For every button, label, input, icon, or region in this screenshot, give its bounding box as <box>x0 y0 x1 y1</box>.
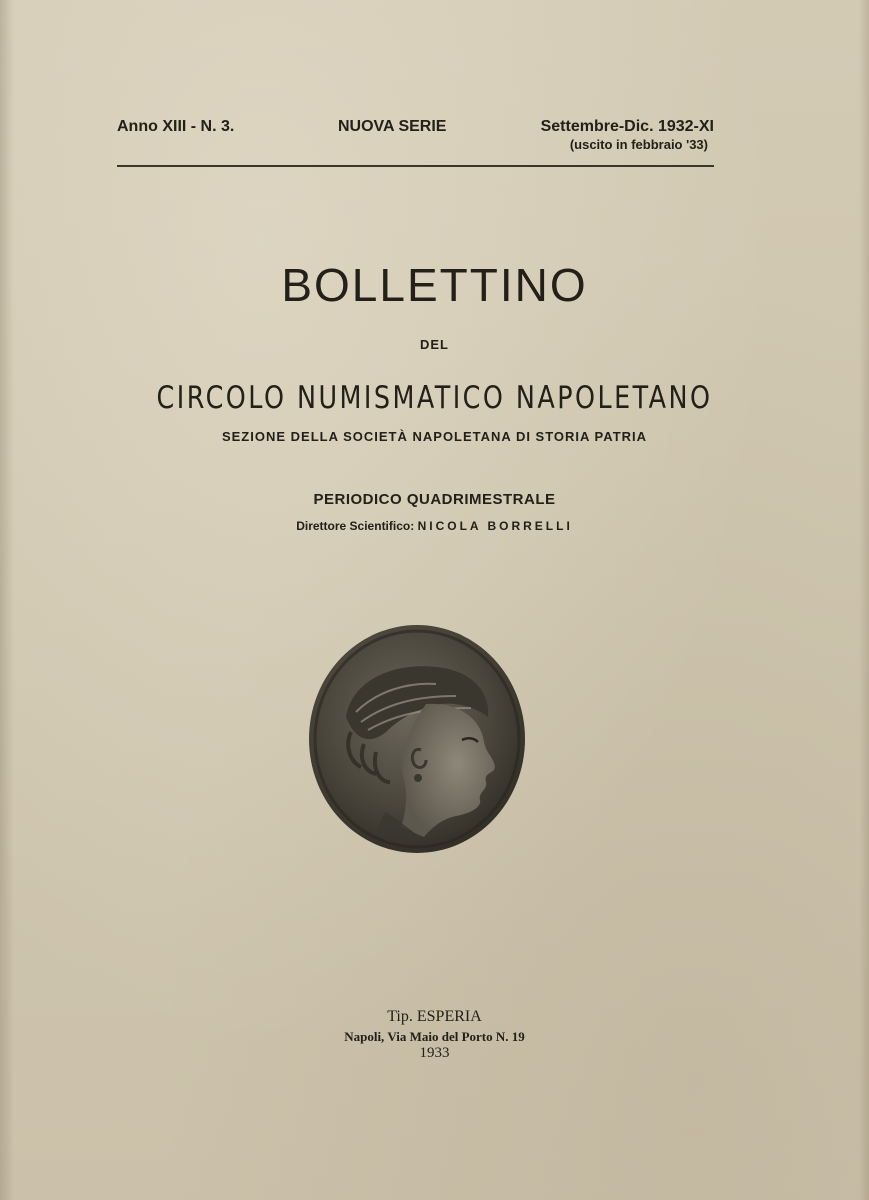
header-rule <box>117 165 714 167</box>
issue-date: Settembre-Dic. 1932-XI <box>540 118 714 135</box>
section-subtitle: SEZIONE DELLA SOCIETÀ NAPOLETANA DI STORIA PATRIA <box>221 429 648 444</box>
periodical-type: PERIODICO QUADRIMESTRALE <box>313 491 556 508</box>
director-line <box>0 519 869 533</box>
publication-note: (uscito in febbraio '33) <box>569 137 708 152</box>
publication-year: 1933 <box>419 1045 450 1061</box>
title-connector: DEL <box>420 337 449 352</box>
issue-header <box>117 118 714 158</box>
series-label: NUOVA SERIE <box>338 118 447 135</box>
society-name: CIRCOLO NUMISMATICO NAPOLETANO <box>156 380 713 416</box>
coin-illustration <box>306 622 528 856</box>
journal-title: BOLLETTINO <box>281 259 588 311</box>
printer-name: Tip. ESPERIA <box>387 1008 482 1025</box>
director-label: Direttore Scientifico: <box>296 519 415 533</box>
director-name: NICOLA BORRELLI <box>417 519 573 533</box>
issue-number: Anno XIII - N. 3. <box>117 118 235 135</box>
printer-address: Napoli, Via Maio del Porto N. 19 <box>344 1029 525 1044</box>
